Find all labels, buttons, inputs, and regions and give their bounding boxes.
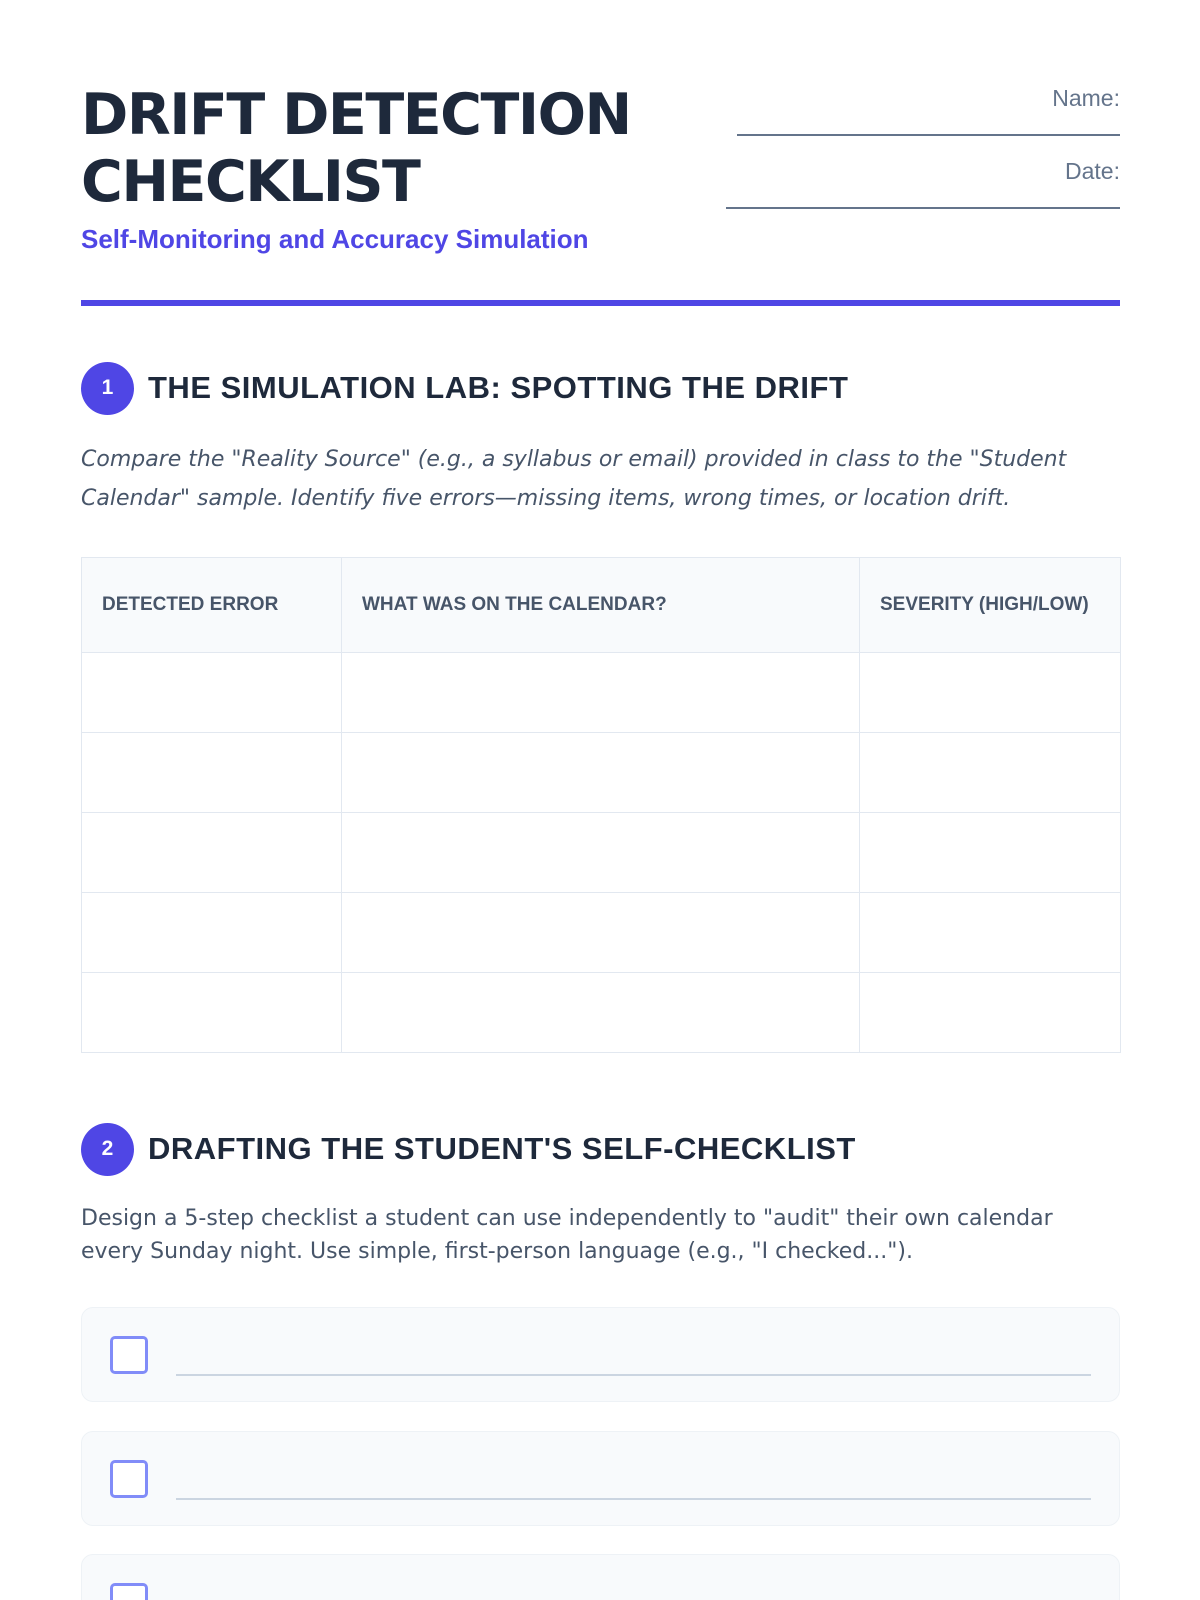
- page-title: [81, 82, 721, 216]
- header-calendar-entry: WHAT WAS ON THE CALENDAR?: [342, 558, 860, 653]
- table-cell[interactable]: [860, 973, 1121, 1053]
- student-info: [720, 80, 1120, 226]
- table-cell[interactable]: [860, 733, 1121, 813]
- checkbox[interactable]: [110, 1583, 148, 1600]
- table-cell[interactable]: [82, 813, 342, 893]
- checkbox[interactable]: [110, 1336, 148, 1374]
- section-1-title: THE SIMULATION LAB: SPOTTING THE DRIFT: [148, 370, 849, 405]
- header-divider: [81, 300, 1120, 306]
- table-row: [82, 813, 1121, 893]
- table-cell[interactable]: [82, 893, 342, 973]
- table-cell[interactable]: [342, 813, 860, 893]
- header-severity: SEVERITY (HIGH/LOW): [860, 558, 1121, 653]
- section-2-instructions: Design a 5-step checklist a student can use independently to "audit" their own calendar every Sunday night. Use simple, first-person language (e.g., "I checked...").: [81, 1206, 1053, 1264]
- checklist-write-line[interactable]: [176, 1498, 1091, 1500]
- header-detected-error: DETECTED ERROR: [82, 558, 342, 653]
- section-2-heading: [81, 1122, 856, 1176]
- checklist-item: [81, 1431, 1120, 1526]
- table-row: [82, 973, 1121, 1053]
- table-cell[interactable]: [860, 653, 1121, 733]
- table-cell[interactable]: [342, 973, 860, 1053]
- section-1-heading: [81, 361, 848, 415]
- date-row: [720, 153, 1120, 226]
- section-2-title: DRAFTING THE STUDENT'S SELF-CHECKLIST: [148, 1131, 856, 1166]
- table-cell[interactable]: [342, 733, 860, 813]
- table-header-row: [82, 558, 1121, 653]
- section-1-badge: 1: [81, 362, 134, 415]
- checklist-write-line[interactable]: [176, 1374, 1091, 1376]
- drift-error-table: [81, 557, 1121, 1053]
- title-line-2: CHECKLIST: [81, 149, 420, 215]
- worksheet-page: [81, 0, 1120, 1600]
- table-cell[interactable]: [82, 653, 342, 733]
- page-subtitle: Self-Monitoring and Accuracy Simulation: [81, 224, 589, 254]
- table-cell[interactable]: [342, 893, 860, 973]
- checklist-item: [81, 1307, 1120, 1402]
- section-2-badge: 2: [81, 1123, 134, 1176]
- table-cell[interactable]: [82, 973, 342, 1053]
- title-line-1: DRIFT DETECTION: [81, 82, 631, 148]
- table-cell[interactable]: [342, 653, 860, 733]
- date-label: Date:: [1065, 158, 1120, 184]
- section-1-instructions: Compare the "Reality Source" (e.g., a syllabus or email) provided in class to the "Student Calendar" sample. Identify five errors—missing items, wrong times, or location drift.: [81, 447, 1067, 511]
- table-cell[interactable]: [82, 733, 342, 813]
- checklist-item: [81, 1554, 1120, 1600]
- table-cell[interactable]: [860, 813, 1121, 893]
- name-field[interactable]: [737, 134, 1120, 136]
- checkbox[interactable]: [110, 1460, 148, 1498]
- name-row: [720, 80, 1120, 153]
- table-row: [82, 733, 1121, 813]
- table-row: [82, 893, 1121, 973]
- name-label: Name:: [1052, 85, 1120, 111]
- table-row: [82, 653, 1121, 733]
- table-cell[interactable]: [860, 893, 1121, 973]
- date-field[interactable]: [726, 207, 1120, 209]
